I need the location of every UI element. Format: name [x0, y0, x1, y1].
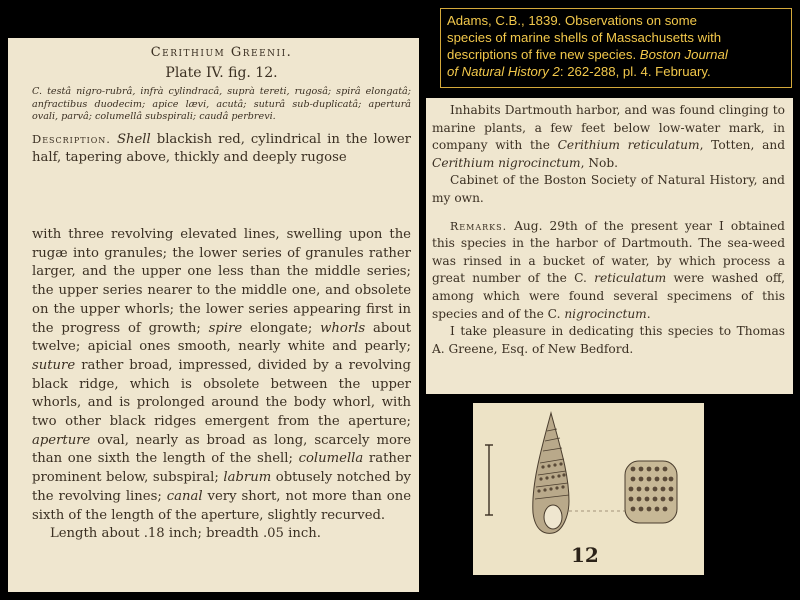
page-fragment-header: [8, 38, 419, 220]
latin-diagnosis: C. testâ nigro-rubrâ, infrà cylindracâ, suprà tereti, rugosâ; spirâ elongatâ; anfractibus duodecim; apice lævi, acutâ; suturâ sub-duplicatâ; aperturâ ovali, parvâ; columellâ subspirali; caudâ perbrevi.: [32, 86, 411, 123]
term-labrum: labrum: [223, 470, 272, 486]
term-whorls: whorls: [320, 320, 366, 336]
page-fragment-remarks: [426, 98, 793, 394]
desc-seg-2: elongate;: [242, 320, 321, 336]
desc-seg-4: rather broad, impressed, divided by a revolving black ridge, which is obsolete between the upper whorls, and is prolonged around the body whorl, with two other black ridges emergent from the aperture;: [32, 357, 411, 430]
plate-reference: Plate IV. fig. 12.: [165, 65, 278, 81]
habitat-paragraph: [432, 102, 785, 172]
citation-line-2: species of marine shells of Massachusetts with: [447, 30, 722, 45]
desc-seg-6: rather prominent below, subspiral;: [32, 451, 411, 486]
citation-journal-2: of Natural History 2: [447, 64, 560, 79]
page-fragment-description: [8, 220, 419, 592]
remarks-seg-3: .: [646, 306, 651, 321]
species-nigrocinctum: Cerithium nigrocinctum: [432, 155, 581, 170]
habitat-seg-2: , Totten, and: [699, 138, 785, 153]
habitat-seg-3: , Nob.: [580, 155, 619, 170]
description-body: [32, 226, 411, 525]
figure-number: 12: [571, 543, 599, 567]
citation-pages: : 262-288, pl. 4. February.: [559, 64, 711, 79]
shell-whole-drawing: [533, 413, 633, 533]
remarks-seg-1: Aug. 29th of the present year I obtained this species in the harbor of Dartmouth. The sea-weed was rinsed in a bucket of water, by which process a great number of the C.: [432, 218, 785, 286]
desc-seg-1: with three revolving elevated lines, swelling upon the rugæ into granules; the lower series of granules rather larger, and the upper one less than the middle series; the upper series nearer to the middle one, and obsolete on the upper whorls; the lower series appearing first in the progress of growth;: [32, 227, 411, 336]
desc-seg-3: about twelve; apicial ones smooth, nearly white and pearly;: [32, 320, 411, 355]
remarks-paragraph: [432, 218, 785, 324]
remarks-seg-2: were washed off, among which were found several specimens of this species and of the C.: [432, 271, 785, 321]
measurements: Length about .18 inch; breadth .05 inch.: [50, 526, 321, 542]
desc-seg-7: obtusely notched by the revolving lines;: [32, 470, 411, 504]
remarks-reticulatum: reticulatum: [594, 271, 667, 286]
term-spire: spire: [208, 320, 243, 336]
desc-seg-5: oval, nearly as broad as long, scarcely more than one sixth the length of the shell;: [32, 432, 411, 467]
habitat-seg-1: Inhabits Dartmouth harbor, and was found clinging to marine plants, a few feet below low-water mark, in company with the: [432, 103, 785, 153]
shell-detail-drawing: [625, 461, 677, 523]
term-aperture: aperture: [32, 432, 91, 448]
figure-plate: [473, 403, 704, 575]
scale-bar: [485, 445, 493, 515]
term-columella: columella: [298, 451, 364, 467]
species-reticulatum: Cerithium reticulatum: [557, 138, 700, 153]
dedication-paragraph: I take pleasure in dedicating this species to Thomas A. Greene, Esq. of New Bedford.: [432, 324, 785, 356]
citation-line-1: Adams, C.B., 1839. Observations on some: [447, 13, 697, 28]
description-start: [32, 130, 411, 167]
cabinet-paragraph: Cabinet of the Boston Society of Natural History, and my own.: [432, 173, 785, 205]
species-title: Cerithium Greenii.: [150, 45, 293, 60]
citation-box: [440, 8, 792, 88]
desc-seg-8: very short, not more than one sixth of the length of the aperture, slightly recurved.: [32, 488, 412, 523]
description-text: blackish red, cylindrical in the lower half, tapering above, thickly and deeply rugose: [32, 131, 411, 165]
term-canal: canal: [166, 488, 203, 504]
remarks-label: Remarks.: [450, 219, 508, 233]
remarks-nigrocinctum: nigrocinctum: [564, 306, 647, 321]
citation-journal: Boston Journal: [639, 47, 728, 62]
term-suture: suture: [32, 357, 76, 373]
shell-term: Shell: [116, 131, 151, 147]
citation-line-3: descriptions of five new species.: [447, 47, 637, 62]
description-label: Description.: [32, 131, 111, 146]
